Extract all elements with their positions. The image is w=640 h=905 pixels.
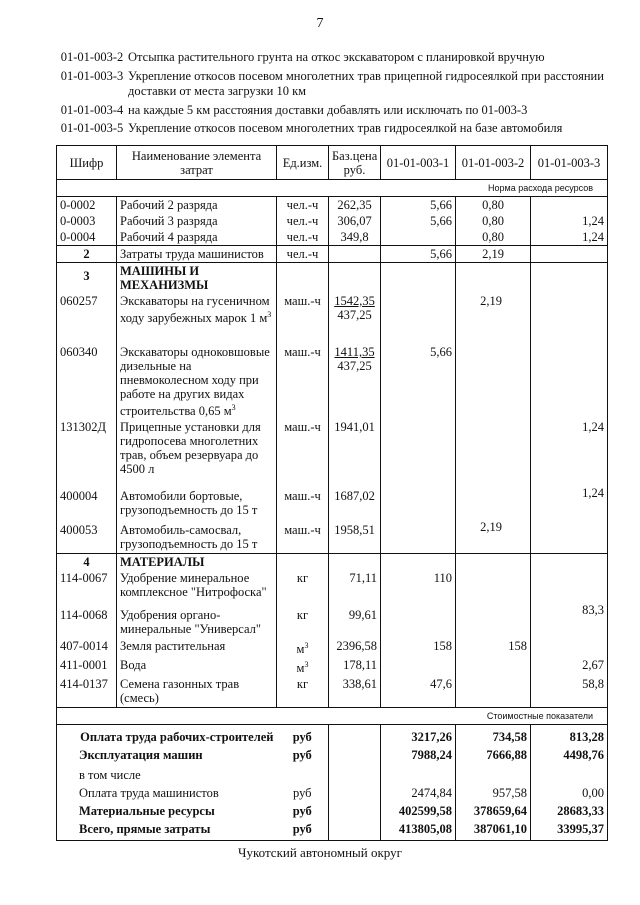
total-unit [277,767,329,785]
row-c1: 5,66 [381,213,456,229]
header-col2: 01-01-003-2 [456,146,531,180]
total-c2: 7666,88 [456,747,531,767]
row-c2: 2,19 [456,519,531,553]
total-c2: 387061,10 [456,821,531,841]
row-code: 411-0001 [57,657,117,676]
row-name: Автомобили бортовые, грузоподъемность до 15 т [117,485,277,519]
total-c2: 734,58 [456,725,531,747]
row-c1 [381,293,456,339]
row-price: 71,11 [329,570,381,602]
price-top: 1542,35 [334,294,375,308]
row-unit: кг [277,570,329,602]
totals-row [57,747,608,767]
row-c2 [456,657,531,676]
row-unit: чел.-ч [277,197,329,214]
row-unit: маш.-ч [277,339,329,419]
total-c3: 4498,76 [531,747,608,767]
total-c3: 33995,37 [531,821,608,841]
table-row [57,570,608,602]
row-unit [277,657,329,676]
row-unit [277,638,329,657]
row-unit: чел.-ч [277,229,329,246]
row-unit: маш.-ч [277,519,329,553]
totals-row [57,725,608,747]
header-price: Баз.цена руб. [329,146,381,180]
section-num: 3 [57,263,117,294]
row-code: 114-0067 [57,570,117,602]
row-name [117,293,277,339]
norm-label: Норма расхода ресурсов [57,180,608,197]
row-name: Рабочий 3 разряда [117,213,277,229]
row-c1: 5,66 [381,197,456,214]
total-label: в том числе [57,767,277,785]
row-unit: чел.-ч [277,246,329,263]
row-price: 2396,58 [329,638,381,657]
code-line [56,121,616,137]
code-line [56,69,616,100]
code-descriptions [56,50,616,140]
row-name: Рабочий 4 разряда [117,229,277,246]
row-name-sup: 3 [231,403,236,412]
total-label: Оплата труда машинистов [57,785,277,803]
total-c1: 3217,26 [381,725,456,747]
total-c2: 378659,64 [456,803,531,821]
table-row [57,246,608,263]
total-unit: руб [277,747,329,767]
header-col3: 01-01-003-3 [531,146,608,180]
row-name: Семена газонных трав (смесь) [117,676,277,708]
total-label: Материальные ресурсы [57,803,277,821]
total-c1: 2474,84 [381,785,456,803]
code-desc: Укрепление откосов посевом многолетних трав гидросеялкой на базе автомобиля [128,121,563,135]
header-shifr: Шифр [57,146,117,180]
table-row [57,419,608,485]
row-c1 [381,657,456,676]
total-label: Всего, прямые затраты [57,821,277,841]
row-c3 [531,197,608,214]
row-c2: 0,80 [456,229,531,246]
totals-row [57,767,608,785]
code-line [56,50,616,66]
total-c3: 813,28 [531,725,608,747]
row-c3 [531,293,608,339]
row-code: 060257 [57,293,117,339]
row-c2: 158 [456,638,531,657]
total-c2 [456,767,531,785]
table-row [57,339,608,419]
row-code: 114-0068 [57,602,117,638]
total-unit: руб [277,821,329,841]
row-c2 [456,570,531,602]
row-name: Прицепные установки для гидропосева многолетних трав, объем резервуара до 4500 л [117,419,277,485]
row-price: 349,8 [329,229,381,246]
total-c3: 0,00 [531,785,608,803]
row-c2 [456,676,531,708]
total-c3: 28683,33 [531,803,608,821]
row-price: 338,61 [329,676,381,708]
row-unit: маш.-ч [277,485,329,519]
row-c1 [381,419,456,485]
row-code: 400053 [57,519,117,553]
row-code: 060340 [57,339,117,419]
header-name: Наименование элемента затрат [117,146,277,180]
row-unit: маш.-ч [277,419,329,485]
cost-label: Стоимостные показатели [57,708,608,725]
total-label: Эксплуатация машин [57,747,277,767]
table-row [57,197,608,214]
total-unit: руб [277,803,329,821]
page-number: 7 [316,16,324,31]
code-desc: на каждые 5 км расстояния доставки добавлять или исключать по 01-003-3 [128,102,528,117]
code-line [56,103,616,119]
row-c3: 1,24 [531,229,608,246]
unit-text: м [296,660,305,675]
total-c1: 7988,24 [381,747,456,767]
page-footer: Чукотский автономный округ [238,845,402,860]
total-c1 [381,767,456,785]
row-code: 0-0004 [57,229,117,246]
row-code: 407-0014 [57,638,117,657]
total-c1: 413805,08 [381,821,456,841]
row-unit: чел.-ч [277,213,329,229]
row-unit: маш.-ч [277,293,329,339]
row-name: Автомобиль-самосвал, грузоподъемность до 15 т [117,519,277,553]
row-code: 414-0137 [57,676,117,708]
row-c1: 158 [381,638,456,657]
unit-sup: 3 [304,640,309,650]
row-c2 [456,419,531,485]
row-price: 99,61 [329,602,381,638]
code: 01-01-003-4 [60,102,124,117]
table-row [57,657,608,676]
unit-sup: 3 [304,659,309,669]
unit-text: м [296,641,305,656]
row-c3: 1,24 [531,213,608,229]
totals-row [57,803,608,821]
section-title: МАШИНЫ И МЕХАНИЗМЫ [117,263,277,294]
table-row [57,676,608,708]
code: 01-01-003-5 [60,121,124,135]
row-c2: 2,19 [456,293,531,339]
row-unit: кг [277,676,329,708]
table-row [57,229,608,246]
row-c1: 47,6 [381,676,456,708]
row-price [329,339,381,419]
total-unit: руб [277,725,329,747]
row-price: 1941,01 [329,419,381,485]
header-col1: 01-01-003-1 [381,146,456,180]
row-name: Земля растительная [117,638,277,657]
row-c2 [456,339,531,419]
row-price: 1687,02 [329,485,381,519]
row-c3: 58,8 [531,676,608,708]
section-num: 4 [57,553,117,570]
row-name [117,339,277,419]
header-unit: Ед.изм. [277,146,329,180]
row-c3 [531,570,608,602]
row-c1: 110 [381,570,456,602]
row-code: 2 [57,246,117,263]
row-name-sup: 3 [267,310,272,319]
row-name: Удобрения органо-минеральные "Универсал" [117,602,277,638]
row-c2 [456,485,531,519]
row-c2: 0,80 [456,197,531,214]
row-price: 178,11 [329,657,381,676]
row-c3: 2,67 [531,657,608,676]
row-c3 [531,339,608,419]
total-unit: руб [277,785,329,803]
row-price: 262,35 [329,197,381,214]
row-name-text: Экскаваторы одноковшовые дизельные на пневмоколесном ходу при работе на других видах строительства 0,65 м [120,345,270,419]
total-c1: 402599,58 [381,803,456,821]
row-unit: кг [277,602,329,638]
price-top: 1411,35 [334,345,375,359]
resource-table [56,145,608,841]
row-c1: 5,66 [381,339,456,419]
table-row [57,213,608,229]
row-c3: 1,24 [531,419,608,485]
row-c2: 2,19 [456,246,531,263]
totals-row [57,785,608,803]
price-bottom: 437,25 [337,359,372,373]
section-row [57,263,608,294]
total-c3 [531,767,608,785]
row-c3 [531,246,608,263]
section-row [57,553,608,570]
table-row [57,293,608,339]
price-bottom: 437,25 [337,308,372,322]
table-row [57,638,608,657]
row-code: 131302Д [57,419,117,485]
table-row [57,519,608,553]
row-c3: 1,24 [531,485,608,519]
row-name: Удобрение минеральное комплексное "Нитрофоска" [117,570,277,602]
row-c3: 83,3 [531,602,608,638]
row-c2: 0,80 [456,213,531,229]
row-code: 400004 [57,485,117,519]
table-row [57,602,608,638]
code: 01-01-003-3 [60,68,124,83]
row-price [329,246,381,263]
row-c2 [456,602,531,638]
row-name: Вода [117,657,277,676]
total-c2: 957,58 [456,785,531,803]
row-c1 [381,602,456,638]
row-c3 [531,519,608,553]
row-code: 0-0002 [57,197,117,214]
table-row [57,485,608,519]
row-c1 [381,229,456,246]
row-c3 [531,638,608,657]
row-c1 [381,519,456,553]
code: 01-01-003-2 [60,50,124,64]
code-desc: Отсыпка растительного грунта на откос экскаватором с планировкой вручную [128,50,545,64]
total-label: Оплата труда рабочих-строителей [57,725,277,747]
row-price: 306,07 [329,213,381,229]
row-name: Затраты труда машинистов [117,246,277,263]
row-price [329,293,381,339]
code-desc: Укрепление откосов посевом многолетних трав прицепной гидросеялкой при расстоянии доставки от места загрузки 10 км [128,68,604,98]
row-code: 0-0003 [57,213,117,229]
row-name: Рабочий 2 разряда [117,197,277,214]
row-c1 [381,485,456,519]
row-name-text: Экскаваторы на гусеничном ходу зарубежных марок 1 м [120,294,270,326]
section-title: МАТЕРИАЛЫ [117,553,277,570]
row-c1: 5,66 [381,246,456,263]
row-price: 1958,51 [329,519,381,553]
totals-row [57,821,608,841]
